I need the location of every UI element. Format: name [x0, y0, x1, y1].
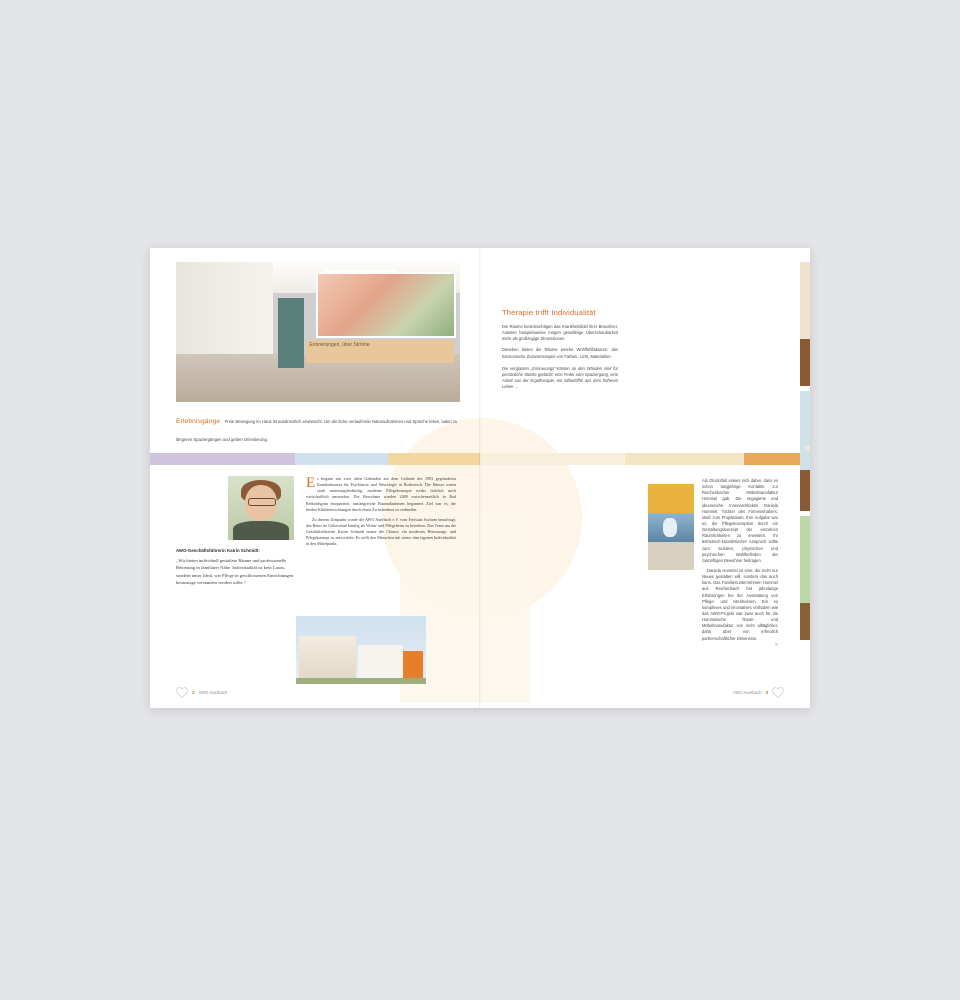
therapy-paragraph-1: Die Räume berücksichtigen das Krankheitsbild ihrer Bewohner. Autisten beispielsweise mögen geradlinige Überschaubarkeit mehr als großzügige Dimensionen. [502, 324, 618, 342]
quote-byline: AWO-Geschäftsführerin Katrin Schmidt: [176, 548, 260, 553]
page-left [150, 248, 480, 708]
therapy-room-blue-photo [800, 391, 810, 511]
magazine-spread [150, 248, 810, 708]
heart-icon [176, 687, 188, 698]
quote-text [176, 557, 294, 586]
page-right [480, 248, 810, 708]
right-column-paragraph-1: Als Glücksfall erwies sich dabei, dass es schon langjährige Kontakte zur Reichenbacher Möbelmanufaktur Hommel gab. Die engagierte und ideenreiche Innenarchitektin Daniela Hommel, Tochter des Firmeninhabers, stieß zum Projektteam. Ihre Aufgabe war es, die Pflegekonzeption durch ein Gestaltungskonzept der einzelnen Räumlichkeiten zu erweitern. Ihr ästhetisch-künstlerischer Anspruch sollte zum sozialen, physischen und psychischen Wohlbefinden der zukünftigen Bewohner beitragen. [702, 478, 778, 563]
right-column-paragraph-2: Daniela Hommel ist eine, die nicht nur Neues gestalten will, sondern das auch kann. Das Familienunternehmen Hommel aus Reichenbach hat jahrelange Erfahrungen bei der Ausstattung von Pflege- und Altenheimen. Ein so komplexes und innovatives Vorhaben wie das AWO-Projekt war zwar auch für die Hommelsche Raum- und Möbelmanufaktur von nicht alltäglicher, dafür aber von erfreulich partnerschaftlicher Dimension. [702, 567, 778, 641]
heart-icon [772, 687, 784, 698]
right-column-end-mark: » [775, 641, 778, 648]
therapy-paragraph-3: Die verglasten „Erinnerungs“-Kästen an den Wänden sind für persönliche Stücke gedacht: eine Feder vom Spaziergang, eine Arbeit aus der Ergotherapie, ein Silberlöffel aus dem früheren Leben ... [502, 365, 618, 390]
article-dropcap: E [306, 475, 316, 491]
article-paragraph-2: Zu diesem Zeitpunkt wurde die AWO Auerbach e.V. vom Freistaat Sachsen beauftragt, das Heim im Göltzschtal künftig als Wohn- und Pflegeheim zu betreiben. Das Team um die Geschäftsführerin Katrin Schmidt nutzte die Chance, ein modernes Betreuungs- und Pflegekonzept zu entwickeln. Es stellt den Menschen mit seiner ihm eigenen Individualität in den Mittelpunkt. [306, 516, 456, 547]
therapy-room-beige-photo [800, 262, 810, 386]
therapy-heading: Therapie trifft Individualität [502, 308, 596, 317]
spread-gutter [479, 248, 481, 708]
footer-right [733, 687, 784, 698]
brand-label-left: AWO Auerbach [198, 690, 228, 695]
page-number-left: 2 [192, 690, 195, 695]
quote-body: Wir bieten individuell gestaltete Räume und professionelle Betreuung in familiärer Nähe. Individualität ist kein Luxus, sondern unser Ideal, wie Pflege in geschlossenen Einrichtungen heutzutage verstanden werden sollte. [176, 558, 294, 586]
katrin-schmidt-portrait [228, 476, 294, 540]
corridor-caption [176, 410, 460, 446]
brand-label-right: AWO Auerbach [732, 690, 762, 695]
building-facade-photo [296, 616, 426, 684]
corridor-caption-text: Freie Bewegung im Haus ist ausdrücklich erwünscht. Um die Ecke verlaufende Naturaufnahmen und Sprüche leiten, laden zu längeren Spaziergängen und geben Orientierung. [176, 419, 458, 442]
page-number-right: 3 [765, 690, 768, 695]
therapy-paragraph-2: Daneben bieten die Räume weiche Wohlfühlfaktoren: das harmonische Zusammenspiel von Farben, Licht, Materialien. [502, 347, 618, 359]
therapy-room-green-photo [800, 516, 810, 640]
detail-collage-photo [648, 484, 694, 570]
corridor-photo [176, 262, 460, 402]
article-column-left [306, 476, 456, 548]
article-column-right [702, 478, 778, 648]
corridor-caption-heading: Erlebnisgänge [176, 418, 221, 425]
footer-left [176, 687, 227, 698]
quote-open-mark: „ [176, 558, 179, 563]
quote-close-mark: “ [243, 580, 247, 586]
therapy-section [502, 308, 618, 390]
quote-block [176, 548, 294, 586]
article-paragraph-1: s begann mit zwei alten Gebäuden auf dem Gelände des 1893 gegründeten Krankenhauses für Psychiatrie und Neurologie in Rodewisch. Die Häuser waren stark sanierungsbedürftig, moderne Pflegekonzepte weder fachlich noch wirtschaftlich umsetzbar. Die Bewohner wurden 2009 zwischenzeitlich in Bad Reiboldsgrün einquartiert, umfangreiche Baumaßnahmen begannen. Ziel war es, die beiden Klinikeinrichtungen durch einen Zwischenbau zu verbinden. [306, 476, 456, 512]
corridor-signage-text: Erinnerungen, über Ströme [306, 340, 454, 362]
